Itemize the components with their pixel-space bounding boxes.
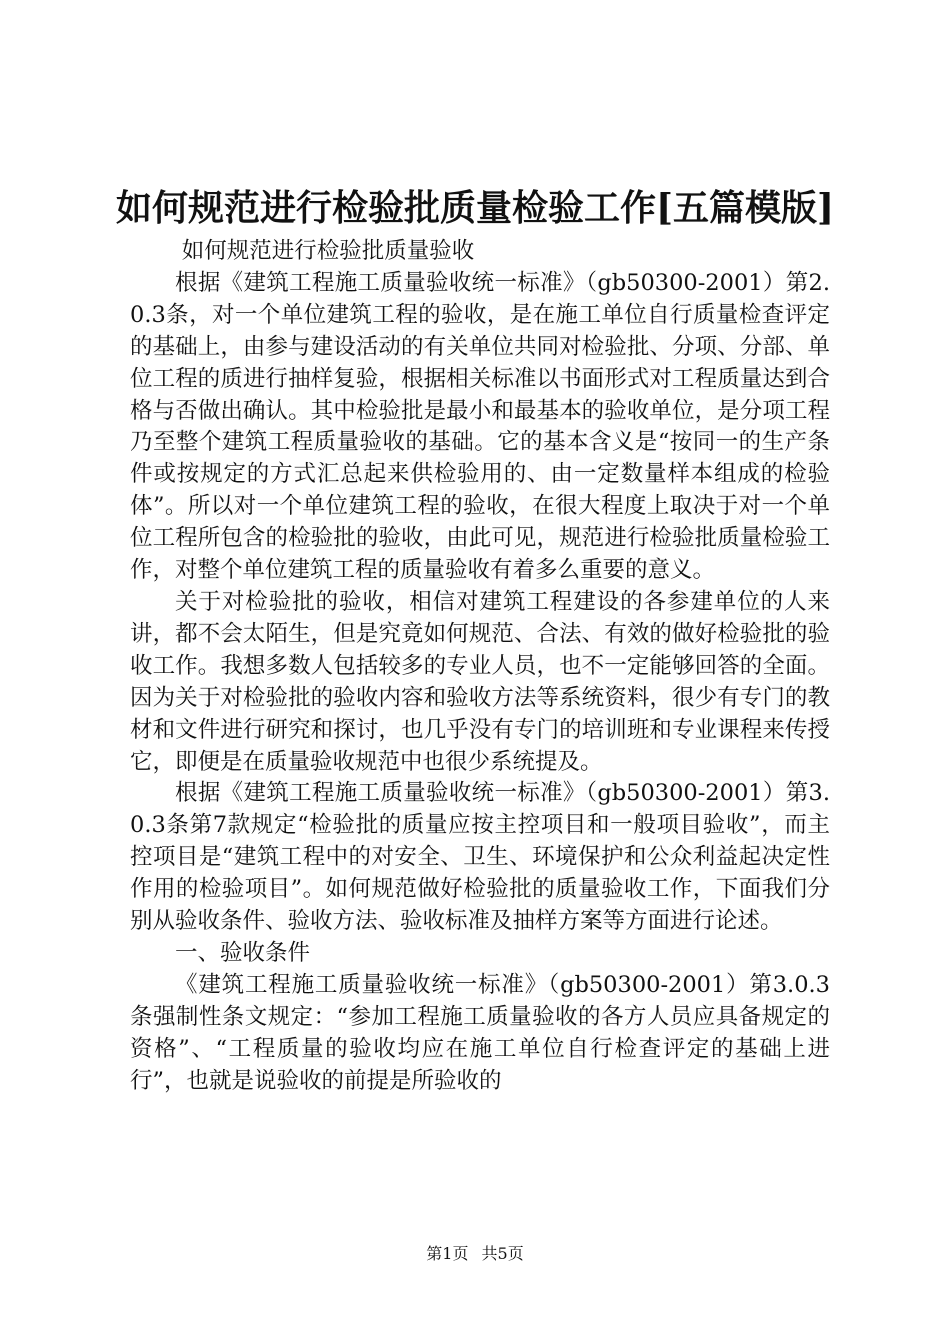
page-number: 第1页	[426, 1244, 469, 1263]
section-heading: 一、验收条件	[175, 939, 311, 966]
body-paragraph: 《建筑工程施工质量验收统一标准》（gb50300-2001）第3.0.3条强制性条文规定：“参加工程施工质量验收的各方人员应具备规定的资格”、“工程质量的验收均应在施工单位自行检查评定的基础上进行”，也就是说验收的前提是所验收的	[130, 971, 830, 1094]
subtitle-paragraph: 如何规范进行检验批质量验收	[181, 238, 475, 264]
page-total: 共5页	[481, 1244, 524, 1263]
body-paragraph: 关于对检验批的验收，相信对建筑工程建设的各参建单位的人来讲，都不会太陌生，但是究竟如何规范、合法、有效的做好检验批的验收工作。我想多数人包括较多的专业人员，也不一定能够回答的全面。因为关于对检验批的验收内容和验收方法等系统资料，很少有专门的教材和文件进行研究和探讨，也几乎没有专门的培训班和专业课程来传授它，即便是在质量验收规范中也很少系统提及。	[130, 588, 830, 775]
body-paragraph: 根据《建筑工程施工质量验收统一标准》（gb50300-2001）第3.0.3条第7款规定“检验批的质量应按主控项目和一般项目验收”，而主控项目是“建筑工程中的对安全、卫生、环境保护和公众利益起决定性作用的检验项目”。如何规范做好检验批的质量验收工作，下面我们分别从验收条件、验收方法、验收标准及抽样方案等方面进行论述。	[130, 780, 830, 935]
page-footer	[0, 1244, 950, 1264]
document-body	[130, 236, 830, 1097]
document-title: 如何规范进行检验批质量检验工作[五篇模版]	[115, 187, 835, 229]
body-paragraph: 根据《建筑工程施工质量验收统一标准》（gb50300-2001）第2.0.3条，对一个单位建筑工程的验收，是在施工单位自行质量检查评定的基础上，由参与建设活动的有关单位共同对检验批、分项、分部、单位工程的质进行抽样复验，根据相关标准以书面形式对工程质量达到合格与否做出确认。其中检验批是最小和最基本的验收单位，是分项工程乃至整个建筑工程质量验收的基础。它的基本含义是“按同一的生产条件或按规定的方式汇总起来供检验用的、由一定数量样本组成的检验体”。所以对一个单位建筑工程的验收，在很大程度上取决于对一个单位工程所包含的检验批的验收，由此可见，规范进行检验批质量检验工作，对整个单位建筑工程的质量验收有着多么重要的意义。	[130, 269, 830, 584]
